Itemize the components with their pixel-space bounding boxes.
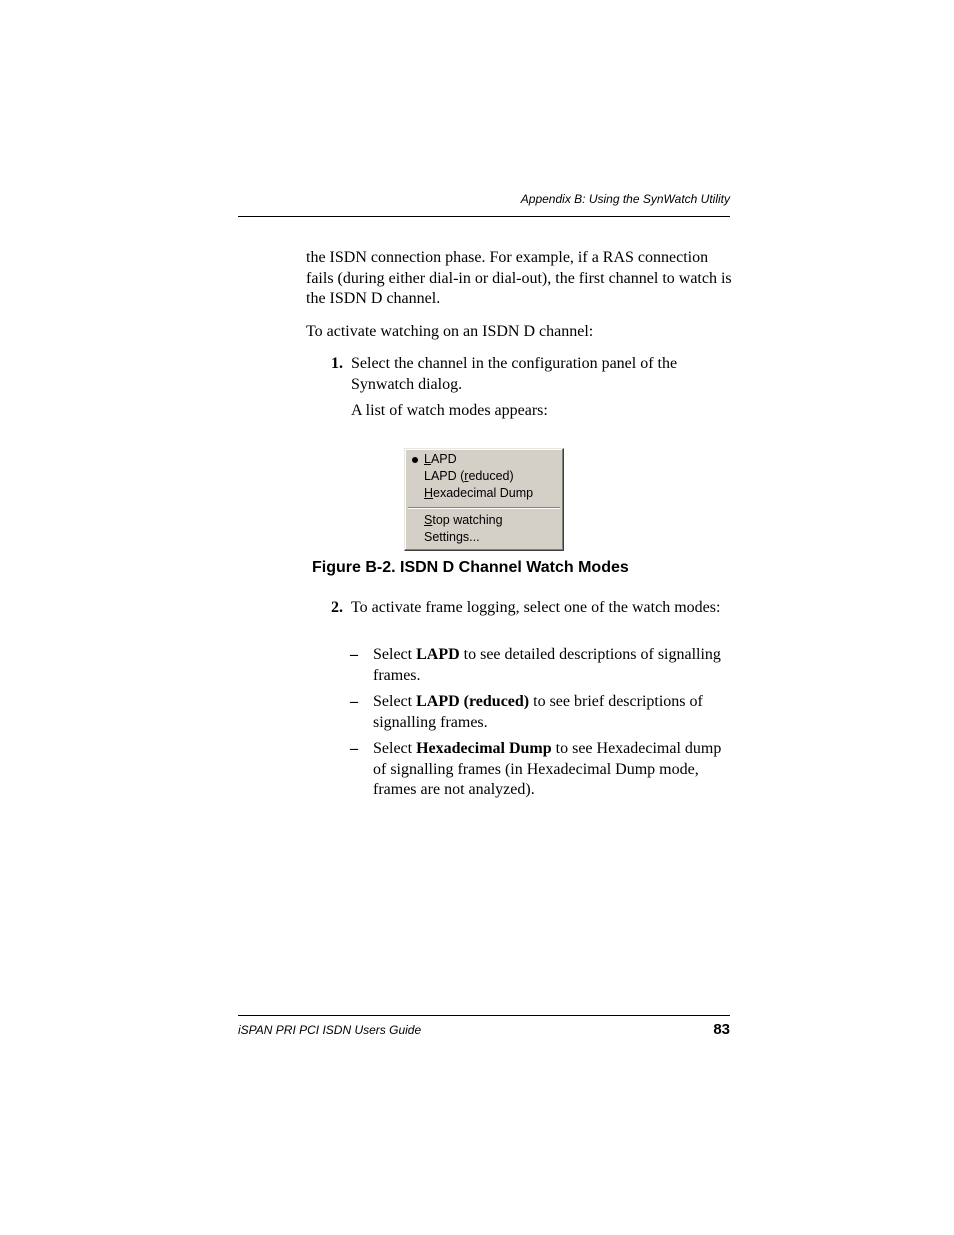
- running-header: Appendix B: Using the SynWatch Utility: [520, 192, 730, 206]
- menu-item-hexadecimal-dump[interactable]: Hexadecimal Dump: [424, 486, 534, 500]
- page-number: 83: [713, 1021, 730, 1038]
- bullet-dash: –: [350, 646, 358, 663]
- footer-title: iSPAN PRI PCI ISDN Users Guide: [238, 1023, 422, 1037]
- step2-number: 2.: [331, 599, 343, 616]
- step2-text: To activate frame logging, select one of the watch modes:: [351, 599, 721, 616]
- radio-bullet-icon: [412, 457, 418, 463]
- menu-separator: [408, 507, 560, 509]
- watch-modes-menu: [404, 448, 564, 551]
- activate-paragraph: To activate watching on an ISDN D channel:: [306, 323, 594, 340]
- bullet-lapd: Select LAPD to see detailed descriptions of signalling frames.: [373, 646, 721, 684]
- step1-number: 1.: [331, 355, 343, 372]
- bullet-dash: –: [350, 693, 358, 710]
- bullet-dash: –: [350, 740, 358, 757]
- bullet-hexadecimal-dump: Select Hexadecimal Dump to see Hexadecimal dump of signalling frames (in Hexadecimal Dump mode, frames are not analyzed).: [373, 740, 722, 798]
- footer-rule: [238, 1015, 730, 1016]
- figure-caption: Figure B-2. ISDN D Channel Watch Modes: [312, 559, 629, 576]
- step1-text: Select the channel in the configuration panel of the Synwatch dialog.: [351, 355, 678, 393]
- menu-item-lapd[interactable]: LAPD: [424, 452, 457, 466]
- header-rule: [238, 216, 730, 217]
- menu-item-settings[interactable]: Settings...: [424, 530, 480, 544]
- menu-item-stop-watching[interactable]: Stop watching: [424, 513, 503, 527]
- intro-paragraph: the ISDN connection phase. For example, if a RAS connection fails (during either dial-in or dial-out), the first channel to watch is the ISDN D channel.: [306, 249, 732, 307]
- bullet-lapd-reduced: Select LAPD (reduced) to see brief descriptions of signalling frames.: [373, 693, 703, 731]
- step1-result: A list of watch modes appears:: [351, 402, 548, 419]
- menu-item-lapd-reduced[interactable]: LAPD (reduced): [424, 469, 514, 483]
